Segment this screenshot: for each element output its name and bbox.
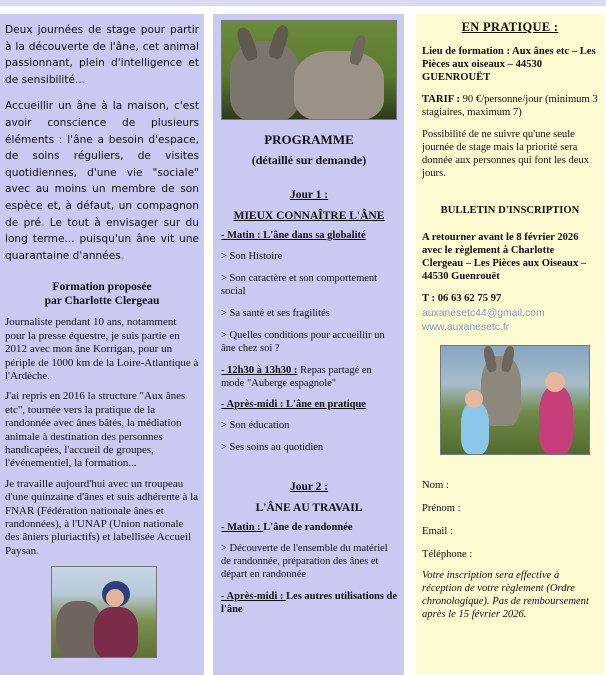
firstname-field-label: Prénom : bbox=[422, 503, 461, 514]
day2-label: Jour 2 : bbox=[289, 481, 329, 493]
possibility-text: Possibilité de ne suivre qu'une seule journée de stage mais la priorité sera donnée aux personnes qui font les deux jours. bbox=[422, 129, 590, 179]
practical-title: EN PRATIQUE : bbox=[461, 20, 559, 34]
programme-column bbox=[213, 14, 404, 675]
day1-morning: - Matin : L'âne dans sa globalité bbox=[221, 230, 366, 241]
day1-title: MIEUX CONNAÎTRE L'ÂNE bbox=[233, 210, 385, 222]
programme-title: PROGRAMME bbox=[264, 132, 354, 147]
day1-afternoon: - Après-midi : L'âne en pratique bbox=[221, 399, 366, 410]
day2-title: L'ÂNE AU TRAVAIL bbox=[255, 502, 363, 514]
portrait-with-donkey-photo bbox=[51, 566, 157, 658]
name-field-label: Nom : bbox=[422, 480, 449, 491]
bulletin-title: BULLETIN D'INSCRIPTION bbox=[440, 205, 580, 216]
bio-paragraph-3: Je travaille aujourd'hui avec un troupeau d'une quinzaine d'ânes et suis adhérente à la FNAR (Fédération nationale ânes et randonnées), à l'UNAP (Union nationale des âniers pluriactifs) et labellisée Accueil Paysan. bbox=[5, 477, 199, 557]
day1-item: > Son Histoire bbox=[221, 251, 283, 262]
donkeys-photo bbox=[221, 20, 397, 120]
bio-paragraph-2: J'ai repris en 2016 la structure "Aux ânes etc", tournée vers la pratique de la randonnée avec ânes bâtés, la médiation animale à destination des personnes handicapées, l'accueil de groupes, l'événementiel, la formation... bbox=[5, 390, 186, 470]
accueillir-text: Accueillir un âne à la maison, c'est avoir conscience de plusieurs éléments : l'âne a besoin d'espace, de soins réguliers, de visites quotidiennes, d'une vie "sociale" avec au moins un membre de son espèce et, à défaut, un compagnon de pré. Le tout à envisager sur du long terme... puisqu'un âne vit une quarantaine d'années. bbox=[5, 100, 199, 262]
bio-paragraph-1: Journaliste pendant 10 ans, notamment pour la presse équestre, je suis partie en 2012 avec mon âne Korrigan, pour un périple de 1000 km de la Loire-Atlantique à l'Ardèche. bbox=[5, 316, 199, 382]
day1-item: > Quelles conditions pour accueillir un âne chez soi ? bbox=[221, 330, 385, 354]
day1-item: > Son éducation bbox=[221, 420, 290, 431]
registration-note: Votre inscription sera effective à réception de votre règlement (Ordre chronologique). Pas de remboursement après le 15 février 2026. bbox=[422, 570, 589, 620]
day1-item: > Sa santé et ses fragilités bbox=[221, 308, 330, 319]
day2-item: > Découverte de l'ensemble du matériel de randonnée, préparation des ânes et départ en randonnée bbox=[221, 543, 388, 580]
tarif-text: TARIF : 90 €/personne/jour (minimum 3 stagiaires, maximum 7) bbox=[422, 94, 598, 118]
day1-label: Jour 1 : bbox=[289, 189, 329, 201]
venue-text: Lieu de formation : Aux ânes etc – Les Pièces aux oiseaux – 44530 GUENROUËT bbox=[422, 46, 596, 83]
practical-column bbox=[416, 14, 604, 675]
day1-item: > Ses soins au quotidien bbox=[221, 442, 324, 453]
email-link[interactable]: auxanesetc44@gmail.com bbox=[422, 308, 545, 319]
day2-afternoon: - Après-midi : Les autres utilisations de l'âne bbox=[221, 591, 397, 615]
day1-lunch: - 12h30 à 13h30 : Repas partagé en mode "Auberge espagnole" bbox=[221, 365, 372, 389]
formation-heading: Formation proposée par Charlotte Clergeau bbox=[44, 281, 160, 308]
day1-item: > Son caractère et son comportement social bbox=[221, 273, 378, 297]
day2-morning: - Matin : L'âne de randonnée bbox=[221, 522, 353, 533]
intro-text: Deux journées de stage pour partir à la découverte de l'âne, cet animal passionnant, plein d'intelligence et de sensibilité... bbox=[5, 24, 199, 86]
children-with-donkey-photo bbox=[440, 345, 590, 455]
top-band bbox=[0, 0, 606, 6]
intro-column bbox=[0, 14, 204, 675]
programme-subtitle: (détaillé sur demande) bbox=[251, 153, 367, 167]
return-text: A retourner avant le 8 février 2026 avec le règlement à Charlotte Clergeau – Les Pièces aux Oiseaux – 44530 Guenrouët bbox=[422, 232, 587, 282]
phone-text: T : 06 63 62 75 97 bbox=[422, 293, 502, 304]
phone-field-label: Téléphone : bbox=[422, 549, 473, 560]
email-field-label: Email : bbox=[422, 526, 453, 537]
website-link[interactable]: www.auxanesetc.fr bbox=[422, 322, 510, 333]
